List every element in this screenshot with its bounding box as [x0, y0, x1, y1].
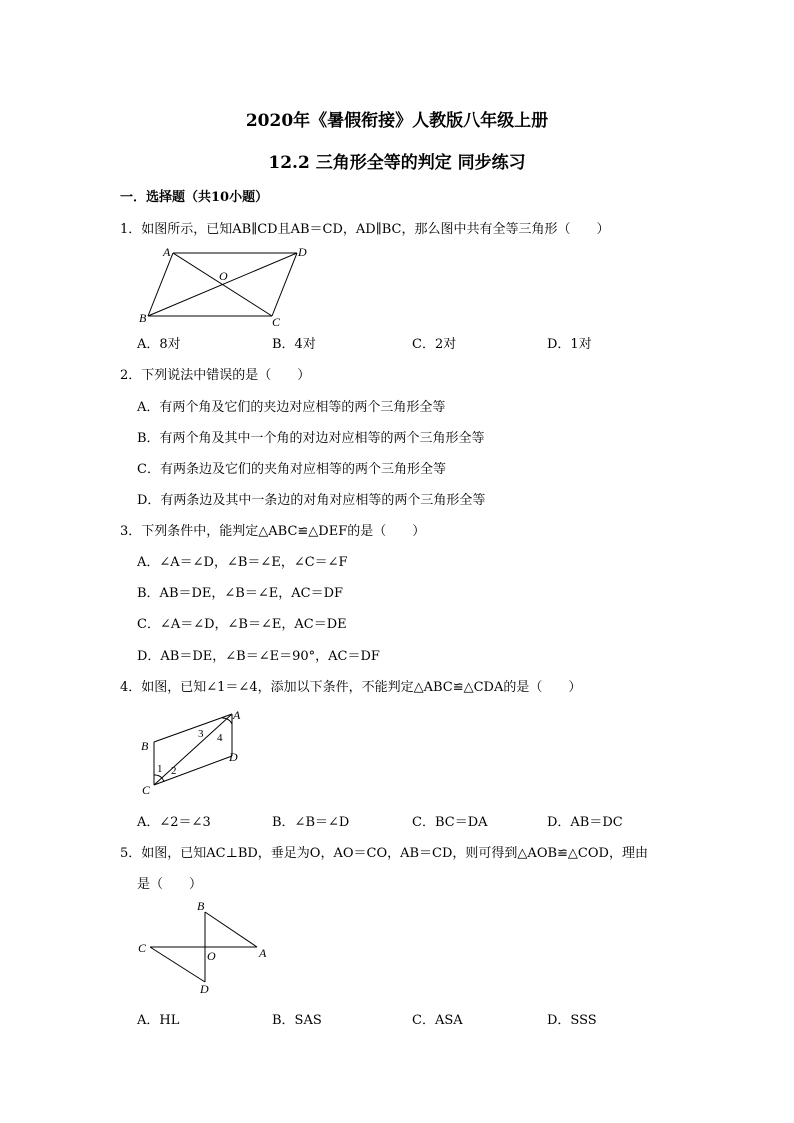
label-d: D — [229, 750, 238, 764]
question-3-option-b[interactable]: B．AB＝DE，∠B＝∠E，AC＝DF — [137, 586, 344, 601]
label-d: D — [200, 982, 209, 996]
label-c: C — [138, 941, 147, 955]
question-4-option-b[interactable]: B．∠B＝∠D — [272, 815, 350, 830]
question-2-option-d[interactable]: D．有两条边及其中一条边的对角对应相等的两个三角形全等 — [137, 493, 486, 508]
question-4-option-a[interactable]: A．∠2＝∠3 — [137, 815, 211, 830]
label-b: B — [197, 899, 205, 913]
question-4-option-d[interactable]: D．AB＝DC — [547, 815, 623, 830]
question-1-option-b[interactable]: B．4对 — [272, 337, 316, 352]
label-b: B — [141, 739, 149, 753]
question-4-stem: 4．如图，已知∠1＝∠4，添加以下条件，不能判定△ABC≌△CDA的是（ ） — [120, 680, 582, 695]
question-2-stem: 2．下列说法中错误的是（ ） — [120, 368, 311, 383]
question-2-option-a[interactable]: A．有两个角及它们的夹边对应相等的两个三角形全等 — [137, 400, 446, 415]
question-5-figure — [135, 895, 275, 1000]
label-a: A — [259, 946, 267, 960]
label-angle-3: 3 — [198, 728, 204, 740]
question-1-stem: 1．如图所示，已知AB∥CD且AB＝CD，AD∥BC，那么图中共有全等三角形（ ） — [120, 222, 610, 237]
label-a: A — [233, 708, 241, 722]
question-1-option-d[interactable]: D．1对 — [547, 337, 592, 352]
label-b: B — [139, 311, 147, 325]
question-3-option-d[interactable]: D．AB＝DE，∠B＝∠E＝90°，AC＝DF — [137, 649, 380, 664]
question-5-option-c[interactable]: C．ASA — [412, 1013, 463, 1028]
label-c: C — [142, 783, 151, 797]
question-5-option-d[interactable]: D．SSS — [547, 1013, 597, 1028]
label-angle-2: 2 — [171, 765, 177, 777]
question-1-option-c[interactable]: C．2对 — [412, 337, 457, 352]
question-5-option-a[interactable]: A．HL — [137, 1013, 180, 1028]
question-1-figure — [135, 240, 315, 328]
segment-cd — [154, 756, 232, 785]
segment-ba — [205, 912, 257, 947]
label-angle-4: 4 — [217, 732, 223, 744]
angle-4-arc — [222, 718, 232, 724]
label-angle-1: 1 — [157, 763, 163, 775]
question-3-option-a[interactable]: A．∠A＝∠D，∠B＝∠E，∠C＝∠F — [137, 555, 348, 570]
question-4-figure — [135, 700, 255, 800]
question-3-option-c[interactable]: C．∠A＝∠D，∠B＝∠E，AC＝DE — [137, 617, 347, 632]
question-5-stem-line-1: 5．如图，已知AC⊥BD，垂足为O，AO＝CO，AB＝CD，则可得到△AOB≌△COD，理由 — [120, 846, 648, 861]
question-1-option-a[interactable]: A．8对 — [137, 337, 181, 352]
question-5-stem-line-2: 是（ ） — [137, 877, 203, 892]
question-2-option-b[interactable]: B．有两个角及其中一个角的对边对应相等的两个三角形全等 — [137, 431, 485, 446]
segment-cd — [150, 947, 205, 982]
document-title: 2020年《暑假衔接》人教版八年级上册 — [245, 111, 549, 131]
question-3-stem: 3．下列条件中，能判定△ABC≌△DEF的是（ ） — [120, 524, 426, 539]
label-a: A — [163, 245, 171, 259]
question-2-option-c[interactable]: C．有两条边及它们的夹角对应相等的两个三角形全等 — [137, 462, 446, 477]
diagonal-bd — [148, 253, 297, 316]
diagonal-ca — [154, 714, 232, 785]
question-5-option-b[interactable]: B．SAS — [272, 1013, 322, 1028]
question-4-option-c[interactable]: C．BC＝DA — [412, 815, 488, 830]
document-subtitle: 12.2 三角形全等的判定 同步练习 — [268, 153, 526, 173]
label-d: D — [298, 245, 307, 259]
label-o: O — [219, 269, 228, 283]
label-o: O — [207, 949, 216, 963]
section-heading: 一．选择题（共10小题） — [120, 190, 269, 205]
angle-1-arc — [154, 775, 162, 778]
label-c: C — [272, 315, 281, 328]
